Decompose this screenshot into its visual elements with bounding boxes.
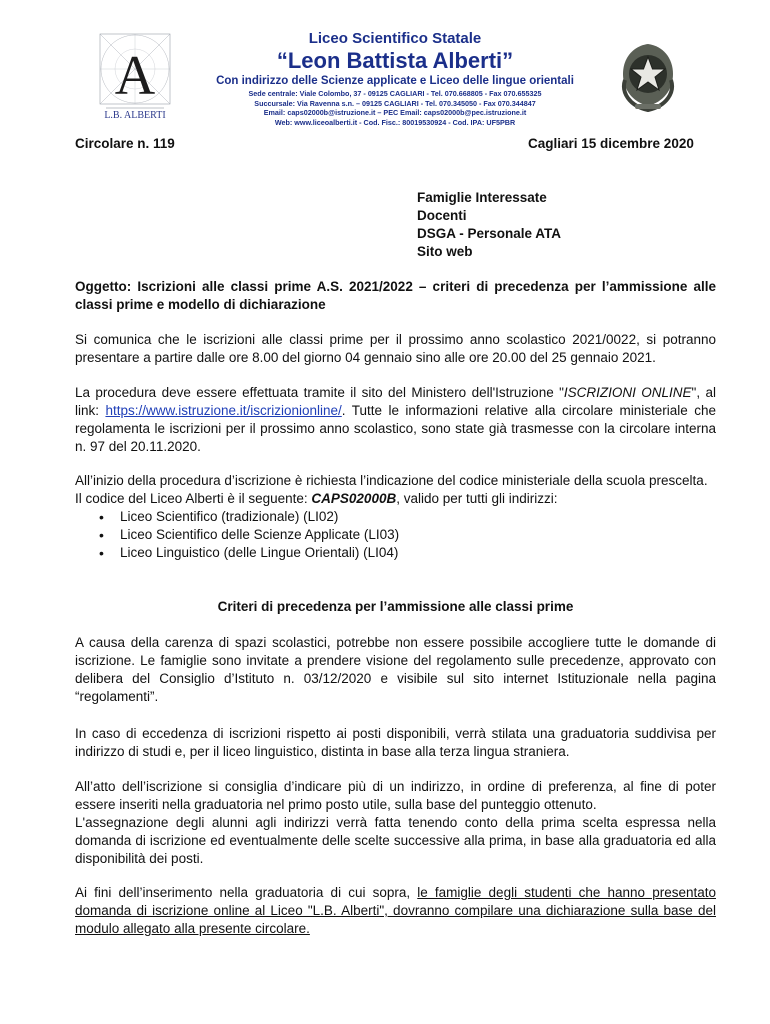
iscrizioni-online-label: ISCRIZIONI ONLINE bbox=[563, 385, 692, 400]
letterhead-text bbox=[190, 30, 600, 127]
paragraph-school-code bbox=[75, 472, 716, 562]
paragraph-declaration bbox=[75, 884, 716, 938]
school-code: CAPS02000B bbox=[311, 491, 397, 506]
text: All’inizio della procedura d’iscrizione è richiesta l’indicazione del codice ministeriale della scuola prescelta. bbox=[75, 473, 708, 488]
school-logo bbox=[92, 32, 178, 122]
paragraph-ranking: In caso di eccedenza di iscrizioni rispetto ai posti disponibili, verrà stilata una graduatoria suddivisa per indirizzo di studi e, per il liceo linguistico, distinta in base alla terza lingua straniera. bbox=[75, 726, 716, 759]
address-branch: Succursale: Via Ravenna s.n. – 09125 CAGLIARI - Tel. 070.345050 - Fax 070.344847 bbox=[254, 98, 536, 108]
text: ", al link: bbox=[75, 385, 716, 418]
text: Ai fini dell’inserimento nella graduatoria di cui sopra, bbox=[75, 885, 418, 900]
text: All’atto dell’iscrizione si consiglia d’indicare più di un indirizzo, in ordine di preferenza, al fine di poter essere inseriti nella graduatoria nel primo posto utile, sulla base del punteggio ottenuto. bbox=[75, 779, 716, 812]
email-line: Email: caps02000b@istruzione.it – PEC Email: caps02000b@pec.istruzione.it bbox=[263, 108, 527, 117]
paragraph-enrollment-dates: Si comunica che le iscrizioni alle classi prime per il prossimo anno scolastico 2021/0022, si potranno presentare a partire dalle ore 8.00 del giorno 04 gennaio sino alle ore 20.00 del 25 gennaio 2021. bbox=[75, 332, 716, 365]
school-code-line bbox=[75, 490, 716, 508]
paragraph-space-shortage: A causa della carenza di spazi scolastici, potrebbe non essere possibile accogliere tutte le domande di iscrizione. Le famiglie sono invitate a prendere visione del regolamento sulle precedenze, approvato con delibera del Consiglio d’Istituto n. 03/12/2020 e visibile sul sito internet Istituzionale nella pagina “regolamenti”. bbox=[75, 635, 716, 704]
list-item: • Liceo Scientifico delle Scienze Applicate (LI03) bbox=[75, 526, 716, 544]
school-name: “Leon Battista Alberti” bbox=[276, 48, 514, 73]
text: Il codice del Liceo Alberti è il seguente: bbox=[75, 491, 312, 506]
school-subtitle: Con indirizzo delle Scienze applicate e Liceo delle lingue orientali bbox=[216, 75, 574, 87]
paragraph-preferences bbox=[75, 778, 716, 868]
circolare-number: Circolare n. 119 bbox=[75, 136, 175, 151]
recipients bbox=[417, 189, 561, 261]
list-item: • Liceo Scientifico (tradizionale) (LI02) bbox=[75, 508, 716, 526]
course-list bbox=[75, 508, 716, 562]
paragraph-procedure bbox=[75, 384, 716, 456]
letterhead bbox=[0, 0, 770, 130]
text: La procedura deve essere effettuata tramite il sito del Ministero dell'Istruzione " bbox=[75, 385, 564, 400]
recipient-item: Docenti bbox=[417, 208, 467, 223]
subject-line: Oggetto: Iscrizioni alle classi prime A.S. 2021/2022 – criteri di precedenza per l’ammissione alle classi prime e modello di dichiarazione bbox=[75, 279, 716, 312]
address-main: Sede centrale: Viale Colombo, 37 - 09125 CAGLIARI - Tel. 070.668805 - Fax 070.655325 bbox=[248, 89, 542, 98]
underlined-instruction: le famiglie degli studenti che hanno presentato domanda di iscrizione online al Liceo "L.B. Alberti", dovranno compilare una dichiarazione sulla base del modulo allegato alla presente circolare. bbox=[75, 885, 716, 936]
recipient-item: Famiglie Interessate bbox=[417, 190, 547, 205]
web-line: Web: www.liceoalberti.it - Cod. Fisc.: 80019530924 - Cod. IPA: UF5PBR bbox=[274, 117, 516, 127]
iscrizioni-online-link[interactable]: https://www.istruzione.it/iscrizionionline/ bbox=[105, 403, 342, 418]
recipient-item: Sito web bbox=[417, 244, 473, 259]
text: . Tutte le informazioni relative alla circolare ministeriale che regolamenta le iscrizioni per il prossimo anno scolastico, sono state già trasmesse con la circolare interna n. 97 del 20.11.2020. bbox=[75, 403, 716, 454]
document-date: Cagliari 15 dicembre 2020 bbox=[528, 136, 694, 151]
recipient-item: DSGA - Personale ATA bbox=[417, 226, 562, 241]
logo-caption: L.B. ALBERTI bbox=[104, 110, 166, 121]
logo-letter: A bbox=[114, 45, 156, 107]
text: L'assegnazione degli alunni agli indirizzi verrà fatta tenendo conto della prima scelta espressa nella domanda di iscrizione ed eventualmente delle scelte successive alla prima, in base alla graduatoria ed alla disponibilità dei posti. bbox=[75, 815, 716, 866]
school-type: Liceo Scientifico Statale bbox=[308, 30, 482, 47]
list-item: • Liceo Linguistico (delle Lingue Orientali) (LI04) bbox=[75, 544, 716, 562]
section-title: Criteri di precedenza per l’ammissione alle classi prime bbox=[217, 599, 574, 614]
republic-emblem-icon bbox=[615, 40, 681, 114]
text: , valido per tutti gli indirizzi: bbox=[396, 491, 558, 506]
